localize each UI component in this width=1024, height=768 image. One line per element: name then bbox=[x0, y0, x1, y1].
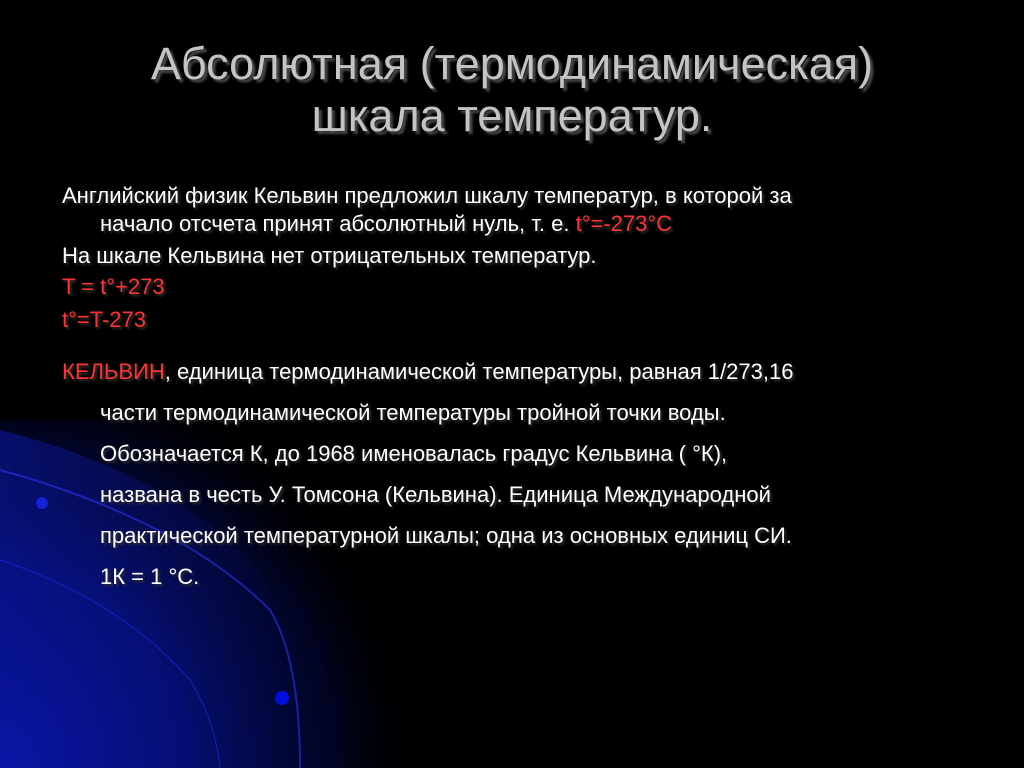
title-line-2: шкала температур. bbox=[311, 90, 713, 141]
paragraph-line bbox=[62, 210, 967, 238]
slide-title bbox=[40, 38, 984, 142]
paragraph-no-negative: На шкале Кельвина нет отрицательных температур. bbox=[62, 243, 597, 268]
paragraph-line: Обозначается К, до 1968 именовалась градус Кельвина ( °К), bbox=[100, 441, 728, 466]
title-line-1: Абсолютная (термодинамическая) bbox=[150, 38, 874, 89]
kelvin-keyword: КЕЛЬВИН bbox=[62, 359, 165, 384]
paragraph-line bbox=[62, 351, 967, 392]
paragraph-line: Английский физик Кельвин предложил шкалу температур, в которой за bbox=[62, 183, 792, 208]
paragraph-kelvin-definition bbox=[62, 351, 967, 597]
formula-celsius: t°=T-273 bbox=[62, 307, 147, 332]
paragraph-line: практической температурной шкалы; одна из основных единиц СИ. bbox=[100, 523, 792, 548]
formula-kelvin: T = t°+273 bbox=[62, 274, 165, 299]
paragraph-line: 1К = 1 °С. bbox=[100, 564, 200, 589]
paragraph-line: названа в честь У. Томсона (Кельвина). Единица Международной bbox=[100, 482, 771, 507]
slide-body bbox=[62, 182, 967, 597]
paragraph-text: , единица термодинамической температуры, равная 1/273,16 bbox=[164, 359, 794, 384]
paragraph-kelvin-scale bbox=[62, 182, 967, 238]
absolute-zero-formula: t°=-273°C bbox=[575, 211, 673, 236]
paragraph-text: начало отсчета принят абсолютный нуль, т. е. bbox=[100, 211, 576, 236]
paragraph-line: части термодинамической температуры тройной точки воды. bbox=[100, 400, 726, 425]
